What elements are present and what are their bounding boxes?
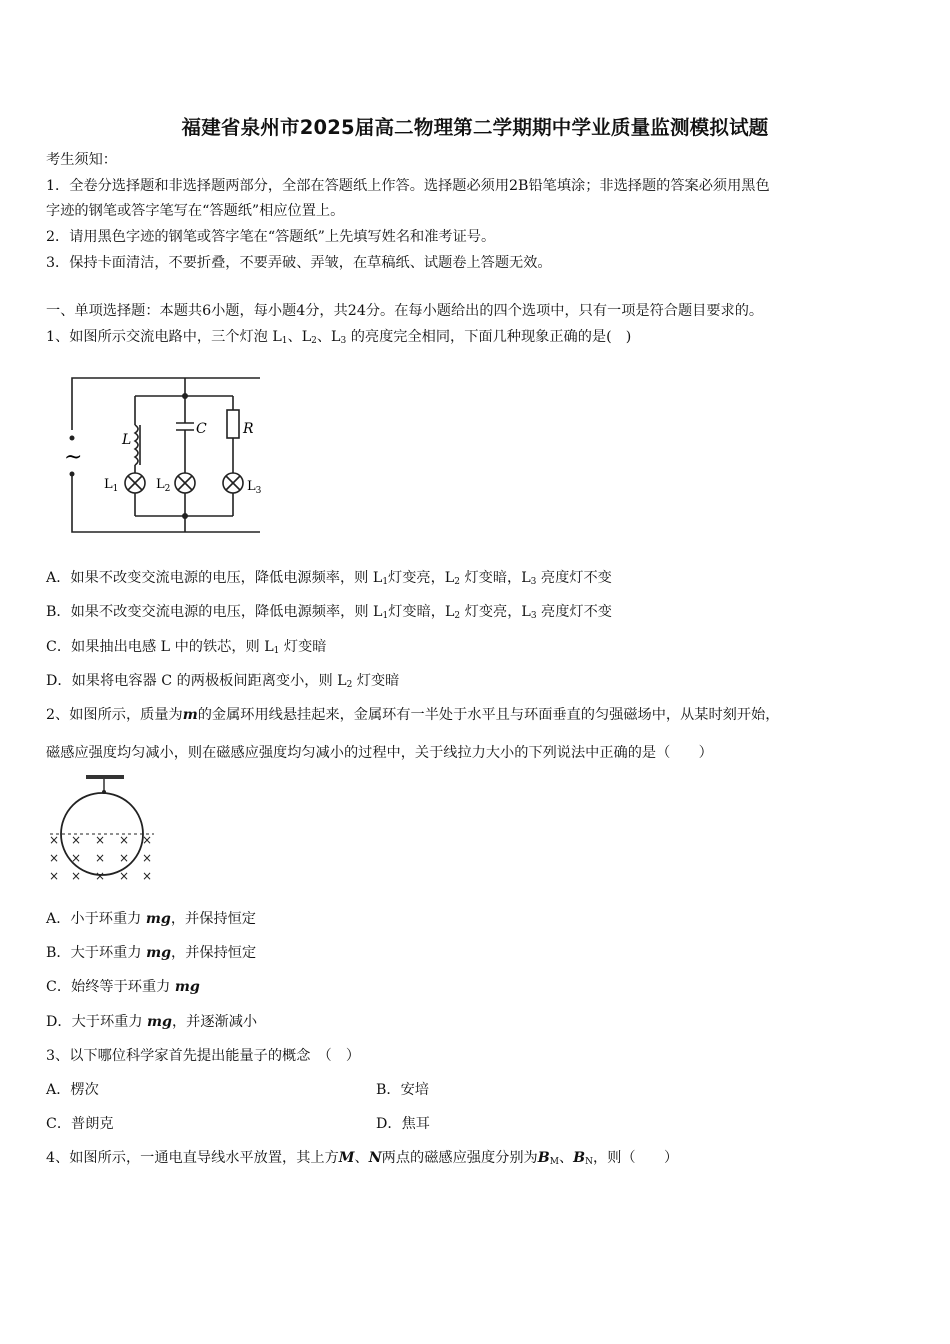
question-2-stem-line1: 2、如图所示，质量为m的金属环用线悬挂起来，金属环有一半处于水平且与环面垂直的匀强磁场中，从某时刻开始， [46,707,780,723]
inductor-label: L [122,432,132,448]
svg-text:×: × [94,833,106,847]
svg-text:×: × [141,869,153,883]
notice-item-3: 3．保持卡面清洁，不要折叠，不要弄破、弄皱，在草稿纸、试题卷上答题无效。 [46,255,552,271]
question-2-stem-line2: 磁感应强度均匀减小，则在磁感应强度均匀减小的过程中，关于线拉力大小的下列说法中正确的是（ ） [46,745,713,761]
notice-item-2: 2．请用黑色字迹的钢笔或答字笔在“答题纸”上先填写姓名和准考证号。 [46,229,496,245]
lamp-2-label: $L_2$ [156,477,171,494]
svg-text:×: × [118,869,130,883]
notice-heading: 考生须知： [46,152,117,168]
q3-option-b: B．安培 [376,1082,429,1098]
q1-option-a: A．如果不改变交流电源的电压，降低电源频率，则 $L_1$灯变亮，$L_2$ 灯变暗，$L_3$ 亮度灯不变 [46,570,612,587]
question-4-stem: 4、如图所示，一通电直导线水平放置，其上方M、N两点的磁感应强度分别为$B_M$、$B_N$，则（ ） [46,1150,679,1167]
svg-text:×: × [70,833,82,847]
q2-option-d: D．大于环重力 mg，并逐渐减小 [46,1014,258,1030]
svg-text:×: × [118,833,130,847]
lamp-3-label: $L_3$ [247,479,262,496]
circuit-diagram [60,370,275,540]
svg-text:×: × [94,851,106,865]
resistor-label: R [243,421,254,437]
svg-text:×: × [94,869,106,883]
svg-text:×: × [70,851,82,865]
svg-text:×: × [141,833,153,847]
svg-text:×: × [118,851,130,865]
q1-option-d: D．如果将电容器 C 的两极板间距离变小，则 $L_2$ 灯变暗 [46,673,400,690]
svg-text:×: × [70,869,82,883]
notice-item-1a: 1．全卷分选择题和非选择题两部分，全部在答题纸上作答。选择题必须用2B铅笔填涂；非选择题的答案必须用黑色 [46,178,770,194]
section-heading: 一、单项选择题：本题共6小题，每小题4分，共24分。在每小题给出的四个选项中，只有一项是符合题目要求的。 [46,303,764,319]
question-1-stem: 1、如图所示交流电路中，三个灯泡 $L_1$、$L_2$、$L_3$ 的亮度完全相同，下面几种现象正确的是( ) [46,329,632,346]
capacitor-label: C [196,421,207,437]
ac-source-icon: ~ [64,445,83,470]
lamp-1-label: $L_1$ [104,477,119,494]
q3-option-a: A．楞次 [46,1082,99,1098]
q3-option-c: C．普朗克 [46,1116,114,1132]
notice-item-1b: 字迹的钢笔或答字笔写在“答题纸”相应位置上。 [46,203,345,219]
q2-option-c: C．始终等于环重力 mg [46,979,200,995]
q2-option-a: A．小于环重力 mg，并保持恒定 [46,911,256,927]
svg-text:×: × [48,851,60,865]
q1-option-c: C．如果抽出电感 L 中的铁芯，则 $L_1$ 灯变暗 [46,639,327,656]
q1-option-b: B．如果不改变交流电源的电压，降低电源频率，则 $L_1$灯变暗，$L_2$ 灯变亮，$L_3$ 亮度灯不变 [46,604,612,621]
page-title: 福建省泉州市2025届高二物理第二学期期中学业质量监测模拟试题 [181,116,769,139]
svg-text:×: × [48,869,60,883]
svg-text:×: × [141,851,153,865]
svg-text:×: × [48,833,60,847]
q2-option-b: B．大于环重力 mg，并保持恒定 [46,945,257,961]
question-3-stem: 3、以下哪位科学家首先提出能量子的概念 （ ） [46,1048,361,1064]
ring-magnetic-field-diagram [42,772,162,887]
q3-option-d: D．焦耳 [376,1116,430,1132]
